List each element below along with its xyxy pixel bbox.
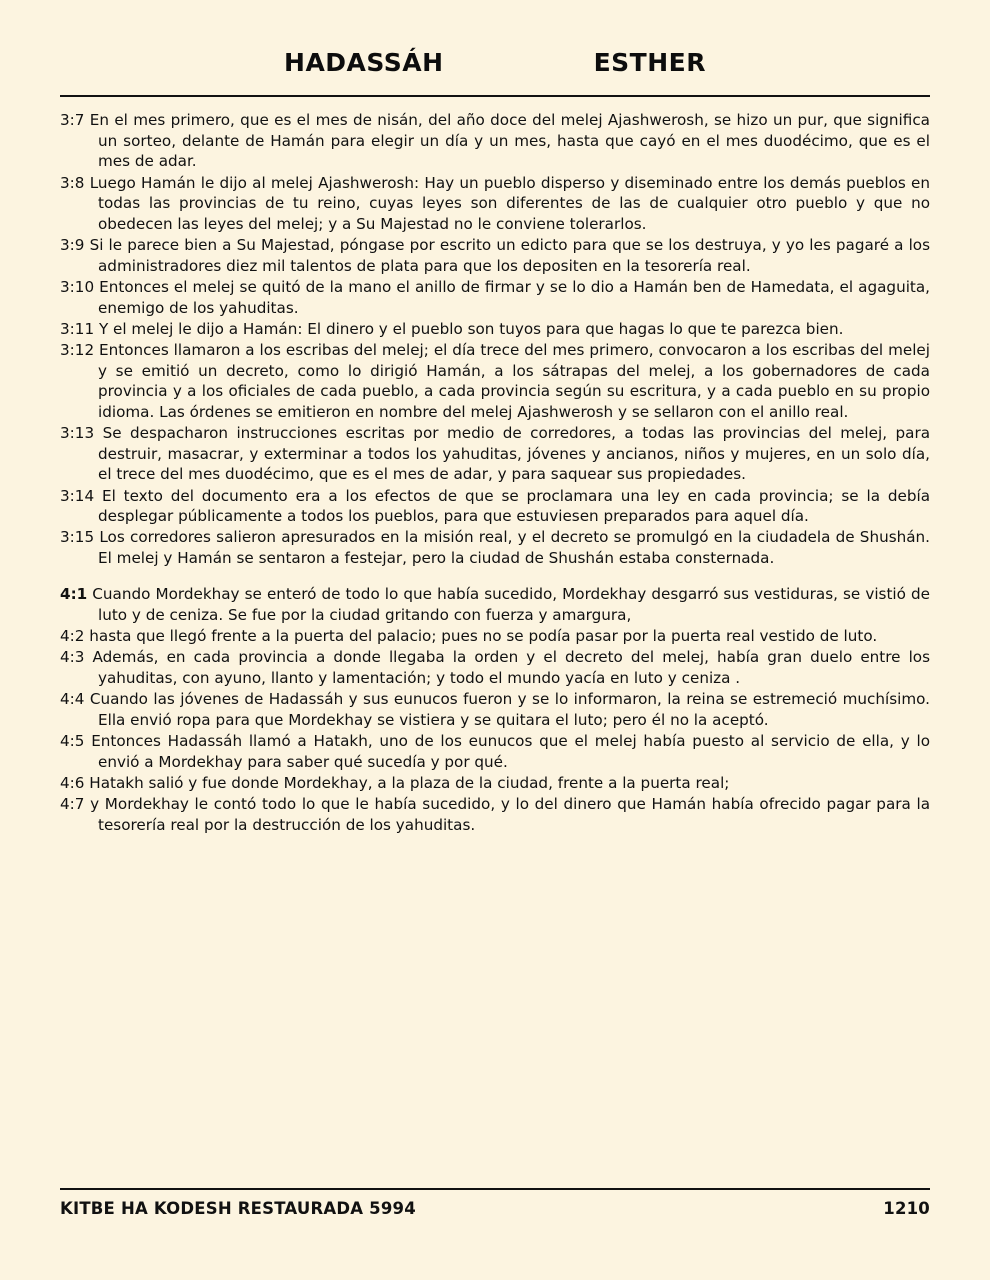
header-title-right: ESTHER <box>593 48 706 77</box>
verse-text: Luego Hamán le dijo al melej Ajashwerosh: Hay un pueblo disperso y diseminado entre los demás pueblos en todas las provincias de tu reino, cuyas leyes son diferentes de las de cualquier otro pueblo y que no obedecen las leyes del melej; y a Su Majestad no le conviene tolerarlos. <box>89 173 930 233</box>
verse-number: 4:1 <box>60 585 88 604</box>
verse-paragraph <box>60 340 930 423</box>
verse-number: 4:7 <box>60 795 85 813</box>
verse-paragraph <box>60 647 930 688</box>
verse-paragraph <box>60 110 930 172</box>
verse-number: 3:9 <box>60 236 85 255</box>
verse-number: 3:7 <box>60 111 85 129</box>
footer-page-number: 1210 <box>883 1199 930 1218</box>
verse-paragraph <box>60 486 930 527</box>
verse-text: Se despacharon instrucciones escritas por medio de corredores, a todas las provincias del melej, para destruir, masacrar, y exterminar a todos los yahuditas, jóvenes y ancianos, niños y mujeres, en un solo día, el trece del mes duodécimo, que es el mes de adar, y para saquear sus propiedades. <box>98 424 930 484</box>
verse-paragraph <box>60 689 930 730</box>
verse-text: Además, en cada provincia a donde llegaba la orden y el decreto del melej, había gran duelo entre los yahuditas, con ayuno, llanto y lamentación; y todo el mundo yacía en luto y ceniza . <box>92 648 931 687</box>
verse-text: y Mordekhay le contó todo lo que le había sucedido, y lo del dinero que Hamán había ofrecido pagar para la tesorería real por la destrucción de los yahuditas. <box>90 795 931 834</box>
verse-number: 4:6 <box>60 773 85 792</box>
verse-text: hasta que llegó frente a la puerta del palacio; pues no se podía pasar por la puerta real vestido de luto. <box>89 627 878 646</box>
verse-number: 4:4 <box>60 690 85 709</box>
verse-paragraph <box>60 731 930 772</box>
verse-number: 3:12 <box>60 340 95 359</box>
footer-edition: KITBE HA KODESH RESTAURADA 5994 <box>60 1199 416 1218</box>
verse-paragraph <box>60 423 930 485</box>
verse-paragraph <box>60 773 930 794</box>
page-header <box>60 0 930 77</box>
verse-paragraph <box>60 794 930 835</box>
verse-number: 4:3 <box>60 648 85 667</box>
verse-number: 4:2 <box>60 627 85 646</box>
verse-text: Entonces el melej se quitó de la mano el anillo de firmar y se lo dio a Hamán ben de Hamedata, el agaguita, enemigo de los yahuditas. <box>98 277 930 317</box>
verse-number: 3:15 <box>60 528 95 547</box>
verse-text: Cuando Mordekhay se enteró de todo lo que había sucedido, Mordekhay desgarró sus vestiduras, se vistió de luto y de ceniza. Se fue por la ciudad gritando con fuerza y amargura, <box>92 585 930 624</box>
verse-text: Cuando las jóvenes de Hadassáh y sus eunucos fueron y se lo informaron, la reina se estremeció muchísimo. Ella envió ropa para que Mordekhay se vistiera y se quitara el luto; pero él no la aceptó. <box>89 690 930 729</box>
paragraph-gap <box>60 569 930 584</box>
verse-text: Si le parece bien a Su Majestad, póngase por escrito un edicto para que se los destruya, y yo les pagaré a los administradores diez mil talentos de plata para que los depositen en la tesorería real. <box>89 236 930 275</box>
verse-number: 3:13 <box>60 424 95 443</box>
verse-text: Entonces Hadassáh llamó a Hatakh, uno de los eunucos que el melej había puesto al servicio de ella, y lo envió a Mordekhay para saber qué sucedía y por qué. <box>91 731 930 771</box>
verse-number: 3:10 <box>60 277 95 296</box>
header-divider <box>60 95 930 97</box>
verse-paragraph <box>60 584 930 625</box>
verse-text: Hatakh salió y fue donde Mordekhay, a la plaza de la ciudad, frente a la puerta real; <box>89 773 730 792</box>
verse-list <box>60 110 930 835</box>
verse-text: El texto del documento era a los efectos de que se proclamara una ley en cada provincia; se la debía desplegar públicamente a todos los pueblos, para que estuviesen preparados para aquel día. <box>98 486 931 526</box>
verse-number: 3:11 <box>60 319 95 338</box>
verse-text: Los corredores salieron apresurados en la misión real, y el decreto se promulgó en la ciudadela de Shushán. El melej y Hamán se sentaron a festejar, pero la ciudad de Shushán estaba consternada. <box>98 528 930 568</box>
verse-paragraph <box>60 319 930 340</box>
verse-text: En el mes primero, que es el mes de nisán, del año doce del melej Ajashwerosh, se hizo un pur, que significa un sorteo, delante de Hamán para elegir un día y un mes, hasta que cayó en el mes duodécimo, que es el mes de adar. <box>89 111 930 171</box>
verse-number: 3:8 <box>60 173 85 192</box>
verse-number: 3:14 <box>60 486 95 505</box>
verse-paragraph <box>60 277 930 318</box>
verse-text: Entonces llamaron a los escribas del melej; el día trece del mes primero, convocaron a los escribas del melej y se emitió un decreto, como lo dirigió Hamán, a los sátrapas del melej, a los gobernadores de cada provincia y a los oficiales de cada pueblo, a cada provincia según su escritura, y a cada pueblo en su propio idioma. Las órdenes se emitieron en nombre del melej Ajashwerosh y se sellaron con el anillo real. <box>98 340 930 421</box>
header-title-left: HADASSÁH <box>284 48 444 77</box>
verse-text: Y el melej le dijo a Hamán: El dinero y el pueblo son tuyos para que hagas lo que te parezca bien. <box>98 319 844 338</box>
page-footer <box>60 1188 930 1218</box>
verse-number: 4:5 <box>60 731 85 750</box>
verse-paragraph <box>60 527 930 568</box>
verse-paragraph <box>60 173 930 235</box>
verse-paragraph <box>60 235 930 276</box>
verse-paragraph <box>60 626 930 647</box>
